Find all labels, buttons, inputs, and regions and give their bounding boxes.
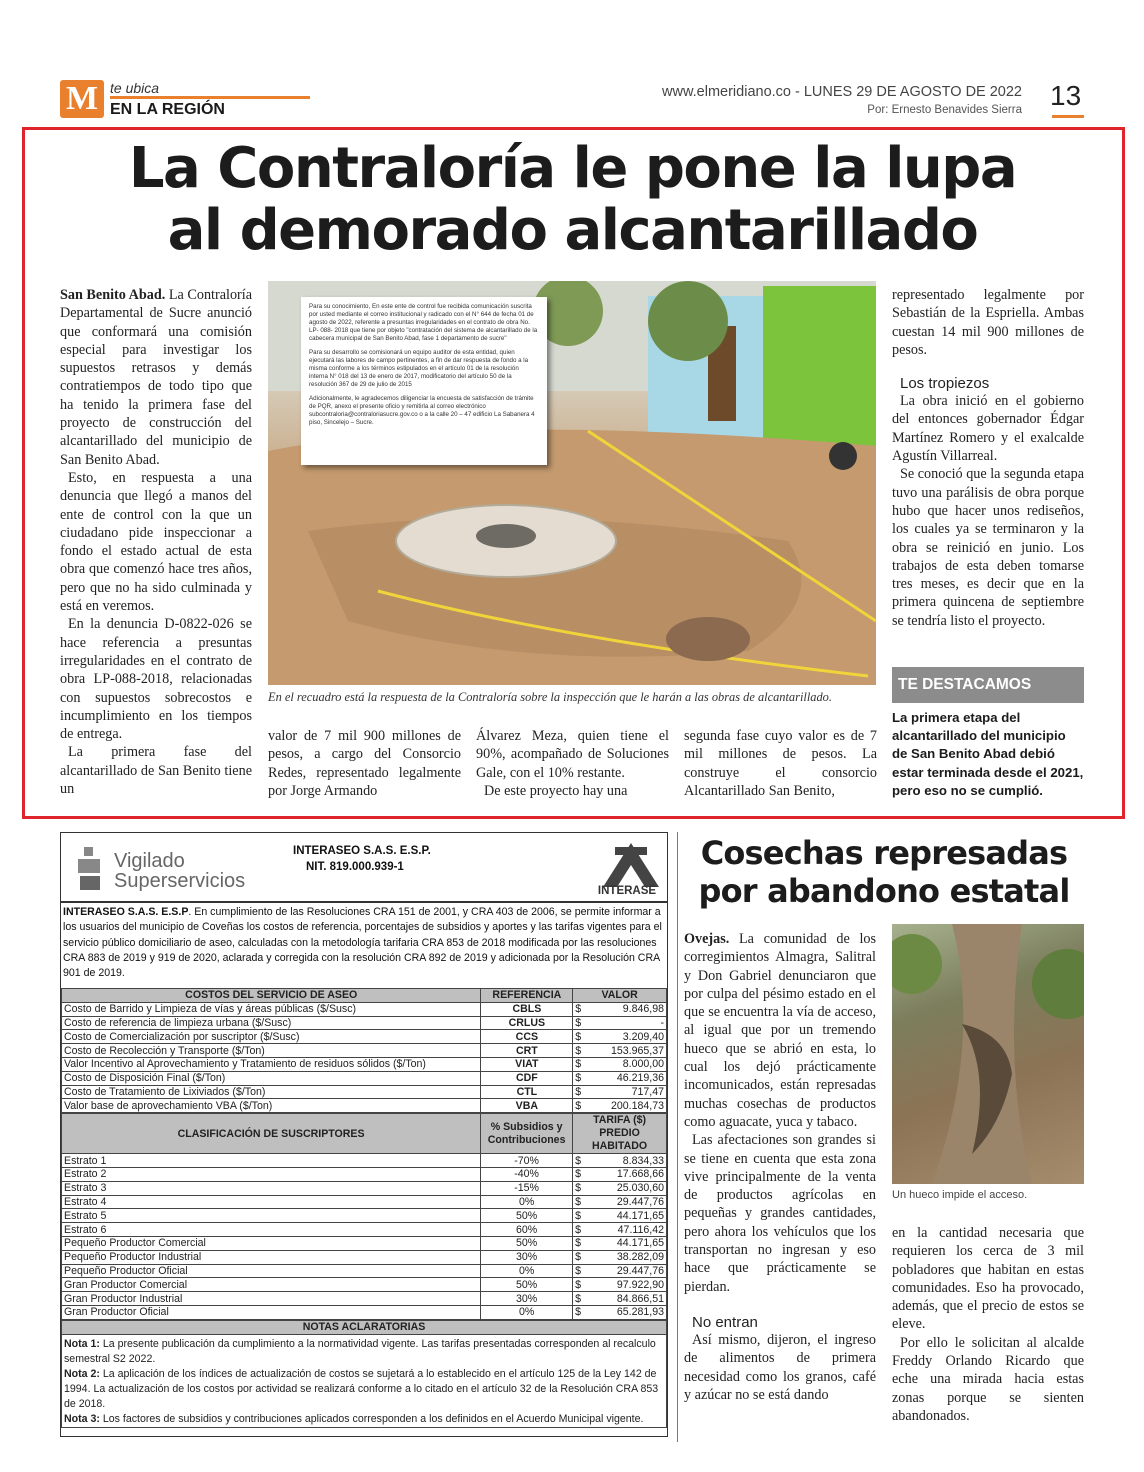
ad-company-name: INTERASEO S.A.S. E.S.P. <box>293 845 431 857</box>
cost-concept: Costo de Comercialización por suscriptor ($/Susc) <box>62 1030 481 1044</box>
ad-intro-text: . En cumplimiento de las Resoluciones CRA 151 de 2001, y CRA 403 de 2006, se permite informar a los usuarios del municipio de Coveñas los costos de referencia, porcentajes de subsidios y aportes y las tarifas vigentes para el servicio público domiciliario de aseo, calculadas con la metodología tarifaria CRA 853 de 2018 modificada por las resoluciones CRA 883 de 2019 y 919 de 2020, aclarada y corregida con la resolución CRA 892 de 2019 y adicionada por la Resolución CRA 901 de 2019. <box>63 906 662 980</box>
note-1 <box>64 1337 664 1367</box>
notes-table <box>61 1320 667 1428</box>
cost-concept: Costo de Disposición Final ($/Ton) <box>62 1071 481 1085</box>
interaseo-ad <box>60 832 668 1437</box>
classification-row <box>62 1236 667 1250</box>
second-photo <box>892 924 1084 1184</box>
page-number-rule <box>1052 115 1084 118</box>
cost-currency: $ <box>573 1071 587 1085</box>
paragraph: representado legalmente por Sebastián de la Espriella. Ambas cuestan 14 mil 900 millones de pesos. <box>892 287 1084 358</box>
note-2 <box>64 1367 664 1412</box>
class-currency: $ <box>573 1167 587 1181</box>
class-currency: $ <box>573 1292 587 1306</box>
note-2-text: La aplicación de los índices de actualización de costos se sujetará a lo establecido en el artículo 125 de la Ley 142 de 1994. La actualización de los costos por actividad se realizará conforme a lo citado en el artículo 32 de la Resolución CRA 853 de 2018. <box>64 1367 659 1410</box>
cost-currency: $ <box>573 1030 587 1044</box>
costs-row <box>62 1071 667 1085</box>
cost-reference: CBLS <box>481 1002 573 1016</box>
te-destacamos-text: La primera etapa del alcantarillado del municipio de San Benito Abad debió estar terminada desde el 2021, pero eso no se cumplió. <box>892 710 1084 798</box>
paragraph: Las afectaciones son grandes si se tiene en cuenta que esta zona vive principalmente de la venta de productos agrícolas en pequeñas y grandes cantidades, pero ahora los vehículos que los transportan no ingresan y eso hace que prácticamente se pierdan. <box>684 1132 876 1295</box>
class-name: Estrato 4 <box>62 1195 481 1209</box>
classification-row <box>62 1209 667 1223</box>
ad-nit: NIT. 819.000.939-1 <box>306 861 404 873</box>
class-currency: $ <box>573 1181 587 1195</box>
superservicios-label: Superservicios <box>114 870 246 892</box>
main-headline-line1: La Contraloría le pone la lupa <box>128 136 1017 201</box>
cost-concept: Valor Incentivo al Aprovechamiento y Tratamiento de residuos sólidos ($/Ton) <box>62 1057 481 1071</box>
class-tariff: 8.834,33 <box>587 1154 667 1168</box>
vigilado-label: Vigilado <box>114 850 185 872</box>
paragraph: Por ello le solicitan al alcalde Freddy Orlando Ricardo que eche una mirada hacia estas zonas porque se sienten abandonados. <box>892 1334 1084 1424</box>
class-tariff: 38.282,09 <box>587 1250 667 1264</box>
class-name: Pequeño Productor Comercial <box>62 1236 481 1250</box>
note-3 <box>64 1412 664 1427</box>
cost-reference: VBA <box>481 1099 573 1113</box>
cost-currency: $ <box>573 1099 587 1113</box>
paragraph: La primera fase del alcantarillado de San Benito tiene un <box>60 744 252 798</box>
subheading: Los tropiezos <box>900 375 990 393</box>
note-1-text: La presente publicación da cumplimiento a la normatividad vigente. Las tarifas presentadas corresponden al recalculo semestral S2 2022. <box>64 1337 656 1365</box>
newspaper-logo: M <box>60 80 104 118</box>
section-title: EN LA REGIÓN <box>110 101 225 118</box>
class-currency: $ <box>573 1195 587 1209</box>
notes-header: NOTAS ACLARATORIAS <box>62 1320 667 1334</box>
cost-currency: $ <box>573 1016 587 1030</box>
header-author: Por: Ernesto Benavides Sierra <box>867 104 1022 116</box>
cost-concept: Costo de referencia de limpieza urbana ($/Susc) <box>62 1016 481 1030</box>
cost-value: 153.965,37 <box>587 1044 667 1058</box>
class-header-tariff: TARIFA ($) PREDIO HABITADO <box>573 1114 667 1154</box>
cost-concept: Costo de Barrido y Limpieza de vías y áreas públicas ($/Susc) <box>62 1002 481 1016</box>
paragraph: Se conoció que la segunda etapa tuvo una parálisis de obra porque hubo que hacer unos rediseños, los cuales ya se terminaron y la obra se reinició en junio. Los trabajos de esta deben tomarse tres meses, es decir que en la primera quincena de septiembre se tendría listo el proyecto. <box>892 466 1084 629</box>
cost-value: 717,47 <box>587 1085 667 1099</box>
cost-reference: CRT <box>481 1044 573 1058</box>
contraloria-response-inset <box>301 297 547 465</box>
class-name: Estrato 1 <box>62 1154 481 1168</box>
costs-table <box>61 988 667 1113</box>
second-column-2 <box>892 1224 1084 1425</box>
class-name: Pequeño Productor Industrial <box>62 1250 481 1264</box>
costs-header-reference: REFERENCIA <box>481 989 573 1003</box>
class-tariff: 17.668,66 <box>587 1167 667 1181</box>
classification-row <box>62 1278 667 1292</box>
class-currency: $ <box>573 1278 587 1292</box>
costs-header-value: VALOR <box>573 989 667 1003</box>
header-site-date[interactable]: www.elmeridiano.co - LUNES 29 DE AGOSTO DE 2022 <box>662 84 1022 100</box>
costs-header-concept: COSTOS DEL SERVICIO DE ASEO <box>62 989 481 1003</box>
class-currency: $ <box>573 1154 587 1168</box>
class-tariff: 25.030,60 <box>587 1181 667 1195</box>
class-tariff: 47.116,42 <box>587 1223 667 1237</box>
ad-intro <box>63 905 663 981</box>
classification-row <box>62 1181 667 1195</box>
class-tariff: 29.447,76 <box>587 1195 667 1209</box>
paragraph: En la denuncia D-0822-026 se hace referencia a presuntas irregularidades en el contrato de obra LP-088-2018, relacionadas con supuestos sobrecostos e incumplimiento en los tiempos de entrega. <box>60 616 252 743</box>
cost-currency: $ <box>573 1057 587 1071</box>
cost-value: 46.219,36 <box>587 1071 667 1085</box>
classification-row <box>62 1223 667 1237</box>
class-percentage: -40% <box>481 1167 573 1181</box>
paragraph: La Contraloría Departamental de Sucre anunció que conformará una comisión especial para investigar los supuestos retrasos y demás contratiempos de todo tipo que ha tenido la primera fase del proyecto de construcción del alcantarillado del municipio de San Benito Abad. <box>60 287 252 468</box>
column-divider <box>677 832 678 1442</box>
second-headline-line1: Cosechas represadas <box>700 834 1068 872</box>
classification-row <box>62 1195 667 1209</box>
class-percentage: 30% <box>481 1250 573 1264</box>
page-number: 13 <box>1050 80 1082 111</box>
tariff-tables <box>61 988 667 1428</box>
class-tariff: 44.171,65 <box>587 1209 667 1223</box>
class-name: Pequeño Productor Oficial <box>62 1264 481 1278</box>
dateline: Ovejas. <box>684 931 730 947</box>
road-hole-illustration <box>892 924 1084 1184</box>
cost-currency: $ <box>573 1085 587 1099</box>
class-name: Gran Productor Comercial <box>62 1278 481 1292</box>
cost-reference: VIAT <box>481 1057 573 1071</box>
cost-concept: Valor base de aprovechamiento VBA ($/Ton) <box>62 1099 481 1113</box>
classification-row <box>62 1264 667 1278</box>
costs-row <box>62 1016 667 1030</box>
paragraph: Así mismo, dijeron, el ingreso de alimentos de primera necesidad como los granos, café y azúcar no se está dando <box>684 1331 876 1403</box>
class-tariff: 44.171,65 <box>587 1236 667 1250</box>
cost-concept: Costo de Tratamiento de Lixiviados ($/Ton) <box>62 1085 481 1099</box>
class-currency: $ <box>573 1250 587 1264</box>
costs-row <box>62 1030 667 1044</box>
costs-row <box>62 1044 667 1058</box>
interaseo-logo-text: INTERASE <box>597 885 657 897</box>
classification-row <box>62 1167 667 1181</box>
paragraph: De este proyecto hay una <box>484 782 628 799</box>
cost-value: - <box>587 1016 667 1030</box>
second-headline-line2: por abandono estatal <box>698 872 1070 910</box>
class-name: Estrato 6 <box>62 1223 481 1237</box>
main-headline-line2: al demorado alcantarillado <box>167 198 978 263</box>
cost-value: 8.000,00 <box>587 1057 667 1071</box>
cost-reference: CDF <box>481 1071 573 1085</box>
paragraph: en la cantidad necesaria que requieren los cerca de 3 mil pobladores que habitan en estas comunidades. Eso ha provocado, además, que el precio de estos se eleve. <box>892 1225 1084 1333</box>
costs-row <box>62 1057 667 1071</box>
class-percentage: 60% <box>481 1223 573 1237</box>
inset-paragraph: Adicionalmente, le agradecemos diligenciar la encuesta de satisfacción de trámite de PQR, anexo el presente oficio y remitirla al correo electrónico subcontraloria@contraloriasucre.gov.co o a la calle 20 – 47 edificio La Sabanera 4 piso, Sincelejo – Sucre. <box>309 395 535 426</box>
note-2-label: Nota 2: <box>64 1367 100 1380</box>
class-percentage: 0% <box>481 1195 573 1209</box>
class-percentage: 50% <box>481 1278 573 1292</box>
main-column-2 <box>268 727 461 800</box>
note-3-label: Nota 3: <box>64 1412 100 1425</box>
cost-value: 200.184,73 <box>587 1099 667 1113</box>
cost-value: 3.209,40 <box>587 1030 667 1044</box>
te-destacamos-label: TE DESTACAMOS <box>892 667 1084 703</box>
cost-currency: $ <box>573 1002 587 1016</box>
class-name: Estrato 2 <box>62 1167 481 1181</box>
paragraph: segunda fase cuyo valor es de 7 mil millones de pesos. La construye el consorcio Alcantarillado San Benito, <box>684 728 877 799</box>
main-column-3 <box>476 727 669 800</box>
cost-reference: CTL <box>481 1085 573 1099</box>
classification-row <box>62 1154 667 1168</box>
inset-paragraph: Para su conocimiento, En este ente de control fue recibida comunicación suscrita por usted mediante el correo institucional y radicado con el N° 644 de fecha 01 de agosto de 2022, referente a presuntas irregularidades en el contrato de obra No. LP- 088- 2018 que tiene por objeto "contratación del sistema de alcantarillado de la cabecera municipal de San Benito Abad, fase 1 departamento de sucre" <box>309 303 538 342</box>
classification-table <box>61 1113 667 1320</box>
main-column-1 <box>60 286 252 798</box>
ad-intro-company: INTERASEO S.A.S. E.S.P <box>63 906 189 918</box>
paragraph: Esto, en respuesta a una denuncia que llegó a manos del ente de control con la que un ciudadano pide inspeccionar a fondo el estado actual de esta obra que comenzó hace tres años, pero que no ha sido culminada y está en veremos. <box>60 469 252 615</box>
subheading: No entran <box>692 1313 758 1331</box>
class-percentage: -70% <box>481 1154 573 1168</box>
cost-concept: Costo de Recolección y Transporte ($/Ton) <box>62 1044 481 1058</box>
paragraph: La comunidad de los corregimientos Almagra, Salitral y Don Gabriel denunciaron que por culpa del pésimo estado en el que se encuentra la vía de acceso, al igual que por un tremendo hueco que se abrió en esta, lo cual los dejó prácticamente incomunicados, están represadas muchas cosechas de productos como aguacate, yuca y tabaco. <box>684 931 876 1130</box>
ad-divider <box>61 901 667 903</box>
header-rule <box>110 96 310 99</box>
class-name: Estrato 3 <box>62 1181 481 1195</box>
notes-body <box>62 1334 667 1427</box>
cost-currency: $ <box>573 1044 587 1058</box>
class-currency: $ <box>573 1264 587 1278</box>
paragraph: Álvarez Meza, quien tiene el 90%, acompañado de Soluciones Gale, con el 10% restante. <box>476 728 669 781</box>
class-percentage: 30% <box>481 1292 573 1306</box>
costs-row <box>62 1085 667 1099</box>
classification-row <box>62 1292 667 1306</box>
superservicios-logo-icon <box>78 847 102 893</box>
costs-row <box>62 1002 667 1016</box>
class-currency: $ <box>573 1305 587 1319</box>
class-name: Estrato 5 <box>62 1209 481 1223</box>
classification-row <box>62 1250 667 1264</box>
class-tariff: 84.866,51 <box>587 1292 667 1306</box>
second-photo-caption: Un hueco impide el acceso. <box>892 1189 1028 1201</box>
class-percentage: 50% <box>481 1209 573 1223</box>
class-header-name: CLASIFICACIÓN DE SUSCRIPTORES <box>62 1114 481 1154</box>
cost-reference: CCS <box>481 1030 573 1044</box>
cost-value: 9.846,98 <box>587 1002 667 1016</box>
class-currency: $ <box>573 1236 587 1250</box>
note-1-label: Nota 1: <box>64 1337 100 1350</box>
class-percentage: 0% <box>481 1305 573 1319</box>
class-name: Gran Productor Oficial <box>62 1305 481 1319</box>
inset-paragraph: Para su desarrollo se comisionará un equipo auditor de esta entidad, quien ejecutará las labores de campo pertinentes, a fin de dar respuesta de fondo a la misma conforme a los términos estipulados en el artículo 01 de la resolución interna N° 018 del 13 de enero de 2017, modificatorio del artículo 50 de la resolución 367 de 29 de julio de 2015 <box>309 349 529 388</box>
note-3-text: Los factores de subsidios y contribuciones aplicados corresponden a los definidos en el Acuerdo Municipal vigente. <box>99 1412 644 1425</box>
costs-row <box>62 1099 667 1113</box>
class-percentage: -15% <box>481 1181 573 1195</box>
paragraph: La obra inició en el gobierno del entonces gobernador Édgar Martínez Romero y el exalcalde Agustín Villarreal. <box>892 393 1084 465</box>
classification-row <box>62 1305 667 1319</box>
class-name: Gran Productor Industrial <box>62 1292 481 1306</box>
class-currency: $ <box>573 1209 587 1223</box>
class-percentage: 0% <box>481 1264 573 1278</box>
class-tariff: 29.447,76 <box>587 1264 667 1278</box>
class-percentage: 50% <box>481 1236 573 1250</box>
class-tariff: 97.922,90 <box>587 1278 667 1292</box>
paragraph: valor de 7 mil 900 millones de pesos, a cargo del Consorcio Redes, representado legalmente por Jorge Armando <box>268 728 461 799</box>
dateline: San Benito Abad. <box>60 287 166 303</box>
interaseo-logo-icon <box>601 841 661 891</box>
main-photo-caption: En el recuadro está la respuesta de la Contraloría sobre la inspección que le harán a las obras de alcantarillado. <box>268 690 832 704</box>
cost-reference: CRLUS <box>481 1016 573 1030</box>
main-column-right <box>892 286 1084 630</box>
class-header-pct: % Subsidios y Contribuciones <box>481 1114 573 1154</box>
second-column-1 <box>684 930 876 1404</box>
class-tariff: 65.281,93 <box>587 1305 667 1319</box>
class-currency: $ <box>573 1223 587 1237</box>
header-tagline: te ubica <box>110 80 160 96</box>
main-column-4 <box>684 727 877 800</box>
